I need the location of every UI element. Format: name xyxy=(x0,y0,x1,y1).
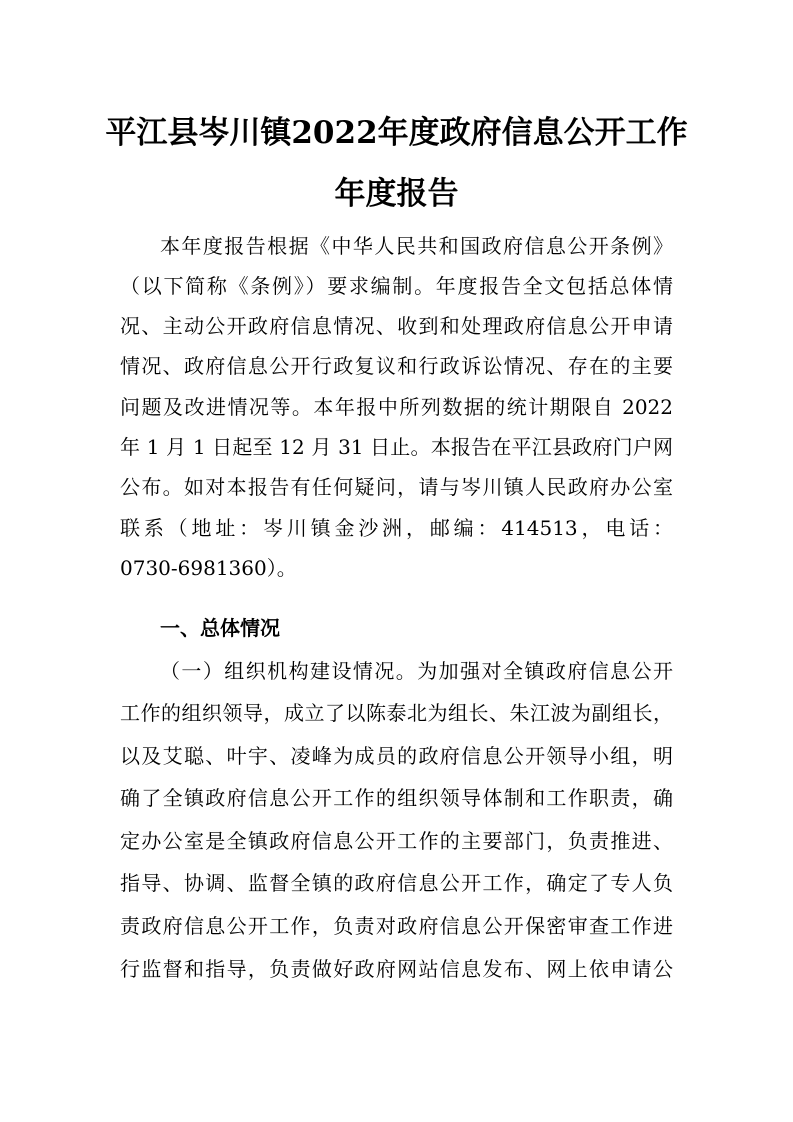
intro-line: 情况、政府信息公开行政复议和行政诉讼情况、存在的主要 xyxy=(120,354,673,378)
section-line: 工作的组织领导，成立了以陈泰北为组长、朱江波为副组长， xyxy=(120,701,673,725)
section-line: 行监督和指导，负责做好政府网站信息发布、网上依申请公 xyxy=(120,957,673,981)
report-title-line-2: 年度报告 xyxy=(334,176,459,212)
intro-line: 联系（地址：岑川镇金沙洲，邮编：414513，电话： xyxy=(120,516,673,540)
section-heading: 一、总体情况 xyxy=(160,616,280,640)
section-line: 指导、协调、监督全镇的政府信息公开工作，确定了专人负 xyxy=(120,871,673,895)
report-title-line-1: 平江县岑川镇2022年度政府信息公开工作 xyxy=(105,115,688,151)
intro-line: 0730-6981360）。 xyxy=(120,556,297,580)
section-line: （一）组织机构建设情况。为加强对全镇政府信息公开 xyxy=(160,659,673,683)
intro-line: 本年度报告根据《中华人民共和国政府信息公开条例》 xyxy=(160,234,673,258)
section-line: 以及艾聪、叶宇、凌峰为成员的政府信息公开领导小组，明 xyxy=(120,744,673,768)
section-line: 确了全镇政府信息公开工作的组织领导体制和工作职责，确 xyxy=(120,786,673,810)
section-line: 定办公室是全镇政府信息公开工作的主要部门，负责推进、 xyxy=(120,829,673,853)
intro-line: 年 1 月 1 日起至 12 月 31 日止。本报告在平江县政府门户网 xyxy=(120,435,673,459)
intro-line: （以下简称《条例》）要求编制。年度报告全文包括总体情 xyxy=(120,274,673,298)
intro-line: 公布。如对本报告有任何疑问，请与岑川镇人民政府办公室 xyxy=(120,475,673,499)
intro-line: 问题及改进情况等。本年报中所列数据的统计期限自 2022 xyxy=(120,395,673,419)
section-line: 责政府信息公开工作，负责对政府信息公开保密审查工作进 xyxy=(120,914,673,938)
intro-line: 况、主动公开政府信息情况、收到和处理政府信息公开申请 xyxy=(120,314,673,338)
